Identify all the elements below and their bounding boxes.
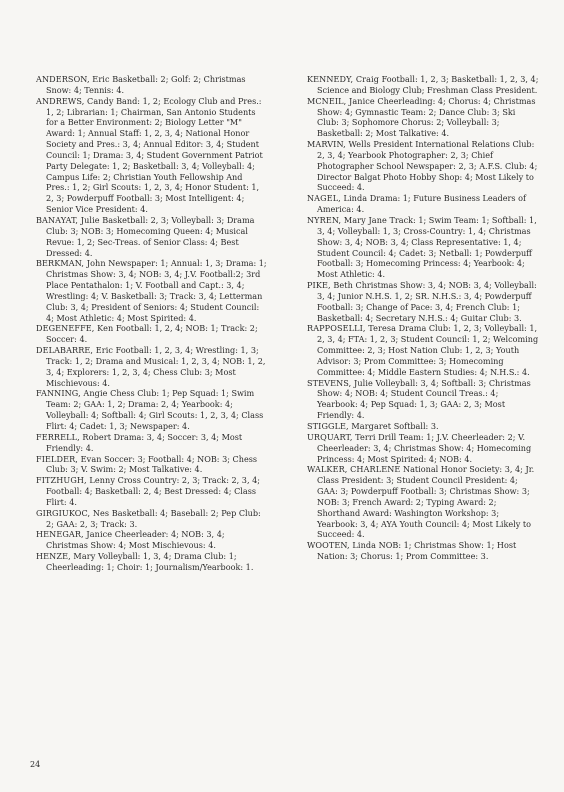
senior-activities: Track: 1; Swim Team: 1; Softball: 1, 3, 4; Volleyball: 1, 3; Cross-Country: 1, 4; Christmas Show: 3, 4; NOB: 3, 4; Class Representative: 1, 4; Student Council: 4; Cadet: 3; Netball: 1; Powderpuff Football: 3; Homecoming Princess: 4; Yearbook: 4; Most Athletic: 4.	[317, 214, 537, 280]
senior-activities: Volleyball: 1, 3, 4; Drama Club: 1; Cheerleading: 1; Choir: 1; Journalism/Yearbook: 1.	[46, 551, 254, 572]
senior-activities: Basketball: 2; Golf: 2; Christmas Snow: 4; Tennis: 4.	[46, 74, 246, 95]
senior-name: WALKER, CHARLENE	[307, 464, 401, 475]
senior-name: MARVIN, Wells	[307, 139, 371, 150]
senior-name: ANDERSON, Eric	[36, 74, 110, 84]
senior-name: URQUART, Terri	[307, 431, 376, 442]
senior-name: NAGEL, Linda	[307, 193, 368, 204]
senior-entry	[36, 432, 268, 454]
senior-name: DEGENEFFE, Ken	[36, 323, 114, 334]
senior-entry	[36, 74, 268, 96]
senior-name: FANNING, Angie	[36, 388, 108, 399]
senior-entry	[307, 139, 539, 193]
senior-activities: Band: 1, 2; Ecology Club and Pres.: 1, 2; Librarian: 1; Chairman, San Antonio Students for a Better Environment: 2; Biology Letter "M" Award: 1; Annual Staff: 1, 2, 3, 4; National Honor Society and Pres.: 3, 4; Annual Editor: 3, 4; Student Council: 1; Drama: 3, 4; Student Government Patriot Party Delegate: 1, 2; Basketball: 3, 4; Volleyball: 4; Campus Life: 2; Christian Youth Fellowship And Pres.: 1, 2; Girl Scouts: 1, 2, 3, 4; Honor Student: 1, 2, 3; Powderpuff Football: 3; Most Intelligent: 4; Senior Vice President: 4.	[46, 95, 263, 215]
senior-activities: NOB: 1; Christmas Show: 1; Host Nation: 3; Chorus: 1; Prom Committee: 3.	[317, 540, 517, 562]
senior-name: KENNEDY, Craig	[307, 74, 380, 84]
senior-entry	[307, 193, 539, 215]
senior-name: BERKMAN, John	[36, 258, 106, 269]
senior-activities: Cross Country: 2, 3; Track: 2, 3, 4; Football: 4; Basketball: 2, 4; Best Dressed: 4; Class Flirt: 4.	[46, 475, 260, 507]
senior-activities: Football: 1, 2, 4; NOB: 1; Track: 2; Soccer: 4.	[46, 323, 258, 345]
senior-name: FIELDER, Evan	[36, 453, 102, 464]
senior-name: STIGGLE, Margaret	[307, 421, 392, 431]
senior-entry	[307, 96, 539, 139]
senior-entry	[307, 74, 539, 96]
senior-activities: Softball: 3.	[393, 421, 439, 431]
senior-activities: Cheerleading: 4; Chorus: 4; Christmas Show: 4; Gymnastic Team: 2; Dance Club: 3; Ski Club: 3; Sophomore Chorus: 2; Volleyball: 3; Basketball: 2; Most Talkative: 4.	[317, 95, 536, 139]
senior-name: WOOTEN, Linda	[307, 540, 377, 551]
senior-entry	[307, 421, 539, 432]
senior-entry	[36, 529, 268, 551]
senior-activities: Drill Team: 1; J.V. Cheerleader: 2; V. Cheerleader: 3, 4; Christmas Show: 4; Homecoming Princess: 4; Most Spirited: 4; NOB: 4.	[317, 431, 532, 464]
senior-entry	[36, 215, 268, 258]
senior-entry	[307, 378, 539, 421]
senior-name: FITZHUGH, Lenny	[36, 475, 116, 486]
senior-entry	[307, 540, 539, 562]
senior-entry	[36, 551, 268, 573]
senior-entry	[36, 508, 268, 530]
senior-entry	[36, 388, 268, 431]
senior-activities: Chess Club: 1; Pep Squad: 1; Swim Team: 2; GAA: 1, 2; Drama: 2, 4; Yearbook: 4; Volleyball: 4; Softball: 4; Girl Scouts: 1, 2, 3, 4; Class Flirt: 4; Cadet: 1, 3; Newspaper: 4.	[46, 388, 264, 431]
senior-name: NYREN, Mary Jane	[307, 214, 387, 225]
senior-entry	[36, 323, 268, 345]
senior-entry	[36, 454, 268, 476]
left-column	[36, 74, 268, 573]
senior-activities: Christmas Show: 3, 4; NOB: 3, 4; Volleyball: 3, 4; Junior N.H.S. 1, 2; SR. N.H.S.: 3, 4; Powderpuff Football: 3; Change of Pace: 3, 4; French Club: 1; Basketball: 4; Secretary N.H.S.: 4; Guitar Club: 3.	[317, 280, 537, 323]
senior-activities: Drama Club: 1, 2, 3; Volleyball: 1, 2, 3, 4; FTA: 1, 2, 3; Student Council: 1, 2; Welcoming Committee: 2, 3; Host Nation Club: 1, 2, 3; Youth Advisor: 3; Prom Committee: 3; Homecoming Committee: 4; Middle Eastern Studies: 4; N.H.S.: 4.	[317, 323, 539, 377]
senior-entry	[307, 432, 539, 465]
senior-name: PIKE, Beth	[307, 280, 353, 291]
senior-name: STEVENS, Julie	[307, 377, 373, 388]
senior-name: DELABARRE, Eric	[36, 345, 114, 356]
senior-activities: President International Relations Club: 2, 3, 4; Yearbook Photographer: 2, 3; Chief Photographer School Newspaper: 2, 3; A.F.S. Club: 4; Director Balgat Photo Hobby Shop: 4; Most Likely to Succeed: 4.	[317, 139, 538, 193]
senior-activities: National Honor Society: 3, 4; Jr. Class President: 3; Student Council President: 4; GAA: 3; Powderpuff Football: 3; Christmas Show: 3; NOB: 3; French Award: 2; Typing Award: 2; Shorthand Award: Washington Workshop: 3; Yearbook: 3, 4; AYA Youth Council: 4; Most Likely to Succeed: 4.	[317, 464, 535, 540]
senior-entry	[36, 96, 268, 215]
senior-activities: Basketball: 2, 3; Volleyball: 3; Drama Club: 3; NOB: 3; Homecoming Queen: 4; Musical Revue: 1, 2; Sec-Treas. of Senior Class: 4; Best Dressed: 4.	[46, 214, 255, 258]
senior-activities: Cheerleader: 4; NOB: 3, 4; Christmas Show: 4; Most Mischievous: 4.	[46, 529, 225, 551]
senior-name: HENZE, Mary	[36, 551, 96, 562]
senior-name: FERRELL, Robert	[36, 431, 112, 442]
senior-name: BANAYAT, Julie	[36, 214, 100, 225]
senior-name: HENEGAR, Janice	[36, 529, 113, 540]
senior-name: GIRGIUKOC, Nes	[36, 507, 110, 518]
senior-entry	[307, 323, 539, 377]
senior-activities: Basketball: 4; Baseball: 2; Pep Club: 2; GAA: 2, 3; Track: 3.	[46, 507, 261, 529]
senior-name: MCNEIL, Janice	[307, 95, 375, 106]
senior-name: RAPPOSELLI, Teresa	[307, 323, 397, 334]
senior-entry	[36, 258, 268, 323]
senior-activities: Volleyball: 3, 4; Softball: 3; Christmas Show: 4; NOB: 4; Student Council Treas.: 4; Yearbook: 4; Pep Squad: 1, 3; GAA: 2, 3; Most Friendly: 4.	[317, 377, 531, 421]
page-number: 24	[30, 760, 41, 769]
senior-activities: Soccer: 3; Football: 4; NOB: 3; Chess Club: 3; V. Swim: 2; Most Talkative: 4.	[46, 453, 258, 475]
senior-entry	[307, 464, 539, 540]
right-column	[307, 74, 539, 562]
senior-activities: Newspaper: 1; Annual: 1, 3; Drama: 1; Christmas Show: 3, 4; NOB: 3, 4; J.V. Football:2; 3rd Place Pentathalon: 1; V. Football and Capt.: 3, 4; Wrestling: 4; V. Basketball: 3; Track: 3, 4; Letterman Club: 3, 4; President of Seniors: 4; Student Council: 4; Most Athletic: 4; Most Spirited: 4.	[46, 258, 267, 323]
senior-activities: Drama: 1; Future Business Leaders of America: 4.	[317, 193, 526, 215]
senior-entry	[36, 475, 268, 508]
senior-activities: Football: 1, 2, 3; Basketball: 1, 2, 3, 4; Science and Biology Club; Freshman Class President.	[317, 74, 539, 95]
senior-entry	[307, 280, 539, 323]
senior-activities: Football: 1, 2, 3, 4; Wrestling: 1, 3; Track: 1, 2; Drama and Musical: 1, 2, 3, 4; NOB: 1, 2, 3, 4; Explorers: 1, 2, 3, 4; Chess Club: 3; Most Mischievous: 4.	[46, 345, 266, 388]
senior-name: ANDREWS, Candy	[36, 95, 114, 106]
senior-activities: Drama: 3, 4; Soccer: 3, 4; Most Friendly: 4.	[46, 431, 243, 453]
senior-entry	[307, 215, 539, 280]
senior-entry	[36, 345, 268, 388]
